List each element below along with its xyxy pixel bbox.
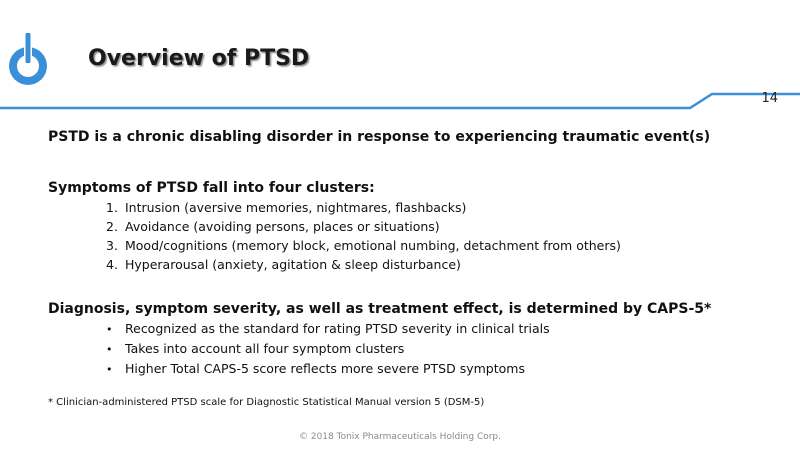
list-item [106,217,621,236]
list-item [106,255,621,274]
diagnosis-heading: Diagnosis, symptom severity, as well as treatment effect, is determined by CAPS-5* [48,301,712,317]
symptom-cluster-list [106,198,621,274]
list-number: 3. [106,238,118,253]
list-item [106,236,621,255]
list-item-text: Higher Total CAPS-5 score reflects more severe PTSD symptoms [125,361,525,376]
header-divider [0,92,800,112]
list-item [106,339,550,359]
list-item-text: Mood/cognitions (memory block, emotional numbing, detachment from others) [125,238,621,253]
copyright-notice: © 2018 Tonix Pharmaceuticals Holding Corp. [298,432,502,442]
footnote: * Clinician-administered PTSD scale for Diagnostic Statistical Manual version 5 (DSM-5) [48,397,485,408]
bullet-icon: • [106,363,113,376]
bullet-icon: • [106,343,113,356]
list-item [106,319,550,339]
list-item-text: Takes into account all four symptom clusters [125,341,405,356]
power-button-icon [6,30,50,88]
list-item-text: Hyperarousal (anxiety, agitation & sleep disturbance) [125,257,461,272]
bullet-icon: • [106,323,113,336]
list-number: 1. [106,200,118,215]
list-number: 2. [106,219,118,234]
page-number: 14 [761,91,778,106]
definition-statement: PSTD is a chronic disabling disorder in response to experiencing traumatic event(s) [48,129,711,145]
symptoms-heading: Symptoms of PTSD fall into four clusters: [48,180,375,196]
page-title: Overview of PTSD [88,46,310,71]
list-item [106,359,550,379]
list-number: 4. [106,257,118,272]
list-item [106,198,621,217]
list-item-text: Intrusion (aversive memories, nightmares, flashbacks) [125,200,467,215]
list-item-text: Recognized as the standard for rating PTSD severity in clinical trials [125,321,550,336]
list-item-text: Avoidance (avoiding persons, places or situations) [125,219,440,234]
caps5-bullet-list [106,319,550,379]
